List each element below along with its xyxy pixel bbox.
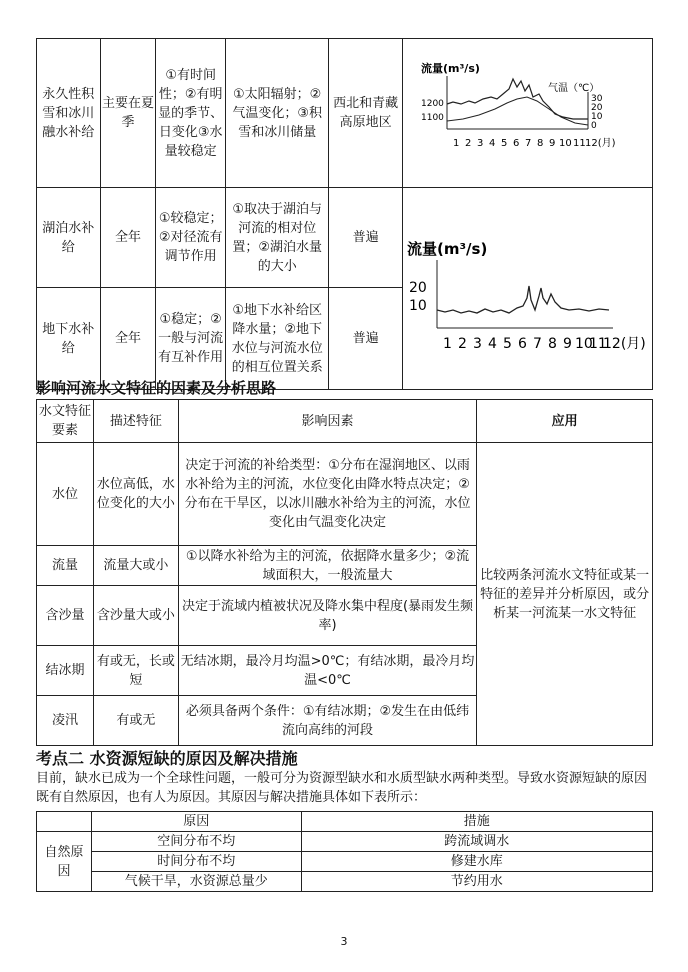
factor-cell: 决定于流域内植被状况及降水集中程度(暴雨发生频率)	[178, 586, 476, 646]
y-tick-label: 1200	[420, 99, 444, 109]
x-tick-label: 1	[452, 138, 460, 149]
x-tick-label: 7	[532, 336, 542, 352]
intro-paragraph: 目前，缺水已成为一个全球性问题，一般可分为资源型缺水和水质型缺水两种类型。导致水资源短缺的原因既有自然原因，也有人为原因。其原因与解决措施具体如下表所示：	[36, 771, 648, 805]
supply-feature: ①较稳定；②对径流有调节作用	[156, 188, 226, 288]
measure-cell: 节约用水	[301, 872, 652, 892]
desc-cell: 水位高低，水位变化的大小	[93, 443, 178, 546]
element-cell: 含沙量	[37, 586, 94, 646]
hydrology-factors-table	[36, 399, 653, 746]
table-header-row	[37, 400, 653, 443]
table-row	[37, 188, 653, 288]
table-row	[37, 39, 653, 188]
supply-period: 全年	[100, 188, 156, 288]
x-tick-label: 11	[588, 336, 607, 352]
section-title-water-shortage: 考点二 水资源短缺的原因及解决措施	[36, 749, 298, 768]
x-tick-label: 7	[524, 138, 532, 149]
table-row	[37, 852, 653, 872]
x-tick-label: 6	[517, 336, 527, 352]
header-element: 水文特征要素	[37, 400, 94, 443]
supply-types-table	[36, 38, 653, 390]
x-tick-label: 10	[574, 336, 593, 352]
x-tick-label: 12(月)	[584, 138, 616, 149]
element-cell: 结冰期	[37, 646, 94, 696]
x-tick-label: 3	[476, 138, 484, 149]
measure-cell: 修建水库	[301, 852, 652, 872]
page-number: 3	[340, 935, 348, 948]
x-tick-label: 9	[548, 138, 556, 149]
x-tick-label: 11	[572, 138, 586, 149]
glacier-flow-chart-cell	[402, 39, 652, 188]
x-tick-label: 3	[472, 336, 482, 352]
table-row	[37, 832, 653, 852]
y-tick-label: 10	[408, 298, 427, 314]
table-row	[37, 443, 653, 546]
x-tick-label: 4	[488, 138, 496, 149]
section-title-hydrology: 影响河流水文特征的因素及分析思路	[36, 379, 277, 397]
x-tick-label: 8	[547, 336, 557, 352]
application-cell: 比较两条河流水文特征或某一特征的差异并分析原因，或分析某一河流某一水文特征	[477, 443, 653, 746]
lake-groundwater-flow-chart	[403, 188, 652, 383]
factor-cell: 必须具备两个条件：①有结冰期；②发生在由低纬流向高纬的河段	[178, 696, 476, 746]
element-cell: 凌汛	[37, 696, 94, 746]
cause-cell: 空间分布不均	[91, 832, 301, 852]
element-cell: 流量	[37, 546, 94, 586]
y-tick-label: 1100	[420, 113, 444, 123]
desc-cell: 有或无	[93, 696, 178, 746]
supply-region: 西北和青藏高原地区	[329, 39, 403, 188]
flow-axis-label: 流量(m³/s)	[420, 62, 480, 75]
supply-feature: ①稳定；②一般与河流有互补作用	[156, 288, 226, 390]
supply-type: 地下水补给	[37, 288, 101, 390]
header-factor: 影响因素	[178, 400, 476, 443]
temp-axis-label: 气温（℃）	[547, 83, 600, 94]
groundwater-flow-chart-cell	[402, 188, 652, 390]
desc-cell: 流量大或小	[93, 546, 178, 586]
supply-type: 永久性积雪和冰川融水补给	[37, 39, 101, 188]
x-tick-label: 8	[536, 138, 544, 149]
desc-cell: 含沙量大或小	[93, 586, 178, 646]
factor-cell: 决定于河流的补给类型：①分布在湿润地区、以雨水补给为主的河流，水位变化由降水特点决定；②分布在干旱区，以冰川融水补给为主的河流，水位变化由气温变化决定	[178, 443, 476, 546]
temp-tick-label: 20	[590, 103, 603, 113]
supply-factor: ①地下水补给区降水量；②地下水位与河流水位的相互位置关系	[225, 288, 328, 390]
supply-region: 普遍	[329, 288, 403, 390]
y-tick-label: 20	[408, 280, 427, 296]
x-tick-labels	[443, 336, 646, 352]
water-shortage-table	[36, 811, 653, 892]
desc-cell: 有或无，长或短	[93, 646, 178, 696]
x-tick-labels	[453, 137, 616, 149]
table-row	[37, 872, 653, 892]
x-tick-label: 1	[442, 336, 452, 352]
glacier-flow-chart	[403, 39, 652, 181]
x-tick-label: 12(月)	[602, 336, 646, 352]
supply-factor: ①取决于湖泊与河流的相对位置；②湖泊水量的大小	[225, 188, 328, 288]
factor-cell: 无结冰期，最冷月均温>0℃；有结冰期，最冷月均温<0℃	[178, 646, 476, 696]
group-cell: 自然原因	[37, 832, 92, 892]
supply-feature: ①有时间性；②有明显的季节、日变化③水量较稳定	[156, 39, 226, 188]
element-cell: 水位	[37, 443, 94, 546]
x-tick-label: 9	[562, 336, 572, 352]
x-tick-label: 10	[558, 138, 572, 149]
factor-cell: ①以降水补给为主的河流，依据降水量多少；②流域面积大，一般流量大	[178, 546, 476, 586]
flow-line	[437, 286, 609, 313]
x-tick-label: 2	[457, 336, 467, 352]
header-application: 应用	[477, 400, 653, 443]
table-header-row	[37, 812, 653, 832]
temp-tick-label: 0	[590, 121, 597, 131]
x-tick-label: 4	[487, 336, 497, 352]
cause-cell: 气候干旱，水资源总量少	[91, 872, 301, 892]
x-tick-label: 5	[502, 336, 512, 352]
header-cause: 原因	[91, 812, 301, 832]
header-blank	[37, 812, 92, 832]
x-tick-label: 6	[512, 138, 520, 149]
header-desc: 描述特征	[93, 400, 178, 443]
supply-period: 全年	[100, 288, 156, 390]
measure-cell: 跨流域调水	[301, 832, 652, 852]
supply-factor: ①太阳辐射；②气温变化；③积雪和冰川储量	[225, 39, 328, 188]
x-tick-label: 2	[464, 138, 472, 149]
cause-cell: 时间分布不均	[91, 852, 301, 872]
header-measure: 措施	[301, 812, 652, 832]
x-tick-label: 5	[500, 138, 508, 149]
supply-type: 湖泊水补给	[37, 188, 101, 288]
temp-tick-label: 10	[590, 112, 603, 122]
flow-axis-label: 流量(m³/s)	[406, 240, 488, 258]
supply-period: 主要在夏季	[100, 39, 156, 188]
temp-tick-label: 30	[590, 94, 603, 104]
supply-region: 普遍	[329, 188, 403, 288]
